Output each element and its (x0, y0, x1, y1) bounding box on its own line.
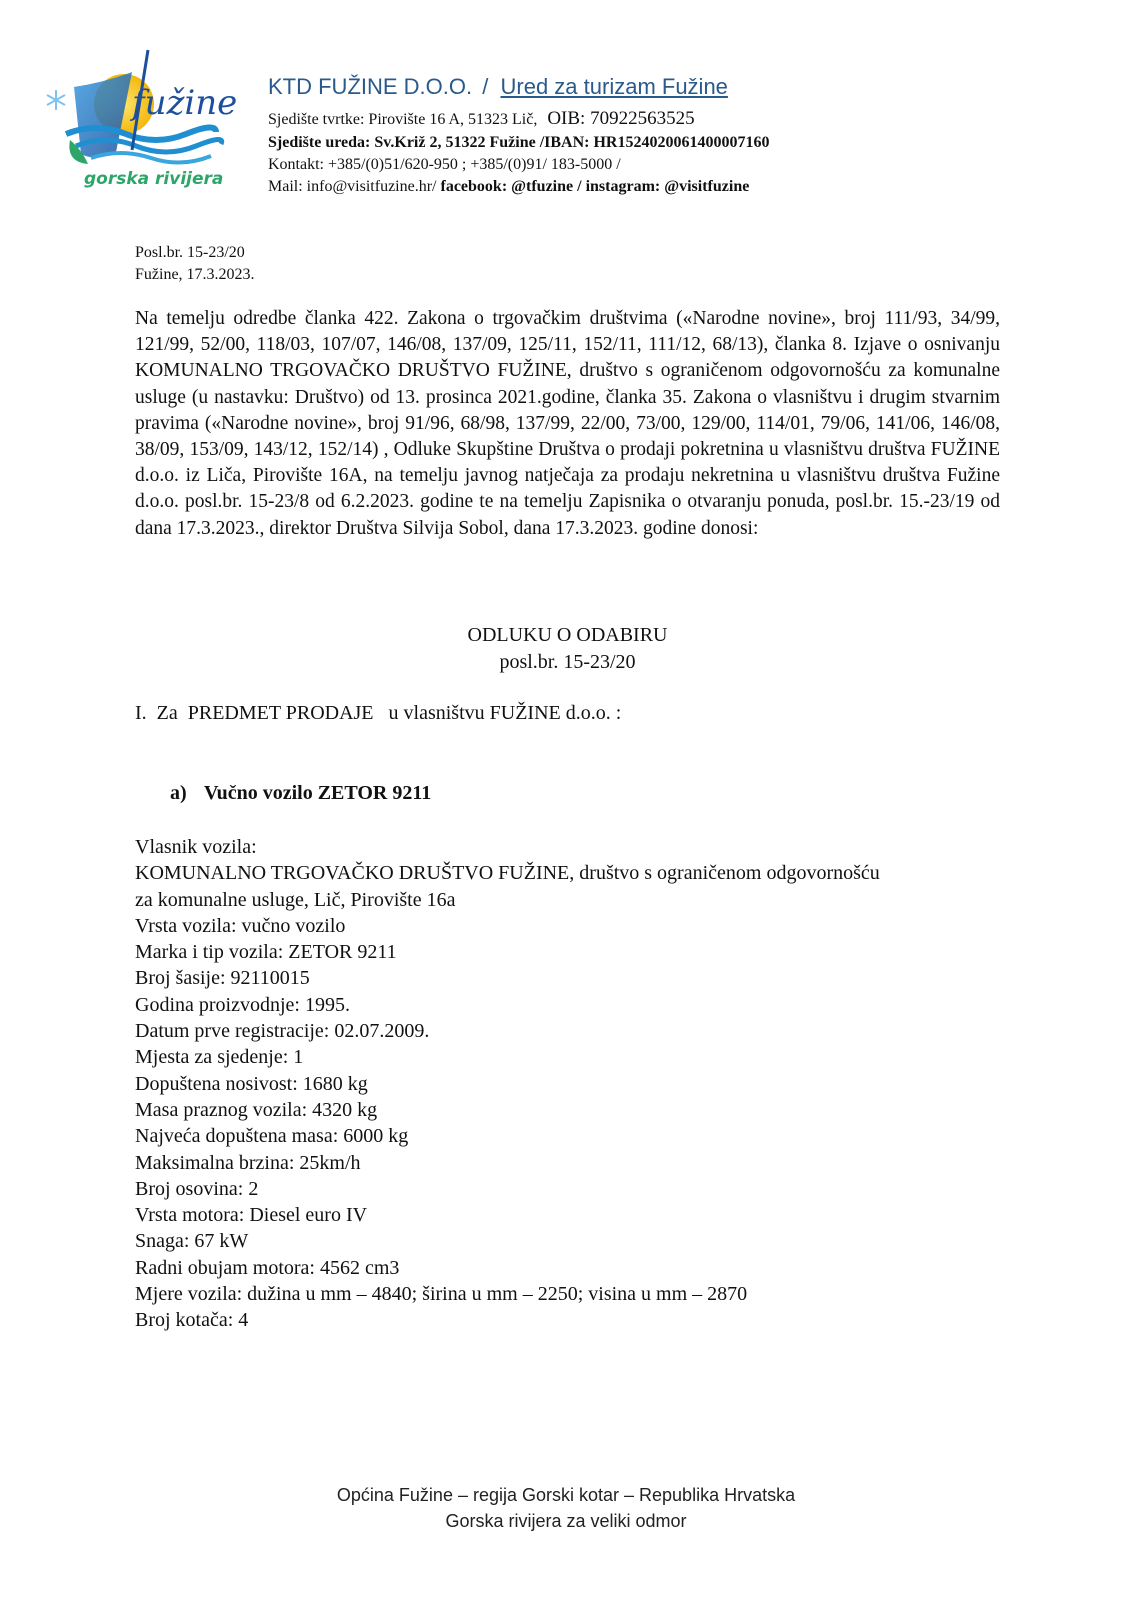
spec-line: Najveća dopuštena masa: 6000 kg (135, 1125, 409, 1148)
social-handles: facebook: @tfuzine / instagram: @visitfuzine (440, 178, 750, 195)
spec-line: Masa praznog vozila: 4320 kg (135, 1098, 378, 1121)
spec-line: Radni obujam motora: 4562 cm3 (135, 1256, 400, 1279)
footer-line-2: Gorska rivijera za veliki odmor (445, 1511, 687, 1531)
fuzine-logo (36, 42, 236, 192)
snowflake-icon (47, 90, 65, 110)
item-title: Vučno vozilo ZETOR 9211 (204, 782, 432, 804)
mail-address: Mail: info@visitfuzine.hr/ (268, 178, 437, 195)
preamble-paragraph: Na temelju odredbe članka 422. Zakona o trgovačkim društvima («Narodne novine», broj 111/93, 34/99, 121/99, 52/00, 118/03, 107/07, 146/08, 137/09, 125/11, 152/11, 111/12, 68/13), članka 8. Izjave o osnivanju KOMUNALNO TRGOVAČKO DRUŠTVO FUŽINE, društvo s ograničenom odgovornošću za komunalne usluge (u nastavku: Društvo) od 13. prosinca 2021.godine, članka 35. Zakona o vlasništvu i drugim stvarnim pravima («Narodne novine», broj 91/96, 68/98, 137/99, 22/00, 73/00, 129/00, 114/01, 79/06, 141/06, 146/08, 38/09, 153/09, 143/12, 152/14) , Odluke Skupštine Društva o prodaji pokretnina u vlasništvu društva FUŽINE d.o.o. iz Liča, Pirovište 16A, na temelju javnog natječaja za prodaju nekretnina u vlasništvu društva Fužine d.o.o. posl.br. 15-23/8 od 6.2.2023. godine te na temelju Zapisnika o otvaranju ponuda, posl.br. 15.-23/19 od dana 17.3.2023., direktor Društva Silvija Sobol, dana 17.3.2023. godine donosi: (135, 308, 1000, 539)
title-separator: / (482, 74, 489, 99)
mail-social-line (268, 177, 749, 197)
item-marker: a) (170, 782, 187, 804)
company-seat-line (268, 109, 695, 130)
place-and-date: Fužine, 17.3.2023. (135, 266, 255, 283)
spec-line: Broj osovina: 2 (135, 1177, 259, 1200)
item-heading (170, 782, 431, 805)
footer-line-1: Općina Fužine – regija Gorski kotar – Republika Hrvatska (336, 1485, 796, 1505)
spec-line: Maksimalna brzina: 25km/h (135, 1151, 361, 1174)
spec-line: Marka i tip vozila: ZETOR 9211 (135, 941, 397, 964)
letterhead-title (268, 74, 728, 100)
company-seat: Sjedište tvrtke: Pirovište 16 A, 51323 Lič, (268, 111, 538, 128)
spec-line: KOMUNALNO TRGOVAČKO DRUŠTVO FUŽINE, društvo s ograničenom odgovornošću (135, 862, 880, 885)
spec-line: Vrsta vozila: vučno vozilo (135, 914, 346, 937)
spec-line: Datum prve registracije: 02.07.2009. (135, 1020, 430, 1043)
spec-line: Vlasnik vozila: (135, 836, 257, 858)
decision-number: posl.br. 15-23/20 (499, 651, 636, 673)
spec-line: Dopuštena nosivost: 1680 kg (135, 1072, 368, 1095)
spec-line: Snaga: 67 kW (135, 1230, 249, 1253)
spec-line: Mjere vozila: dužina u mm – 4840; širina u mm – 2250; visina u mm – 2870 (135, 1283, 748, 1306)
spec-line: Vrsta motora: Diesel euro IV (135, 1204, 368, 1227)
svg-text:fužine: fužine (132, 83, 236, 123)
spec-line: Broj kotača: 4 (135, 1309, 249, 1332)
tourist-office-link[interactable]: Ured za turizam Fužine (500, 74, 728, 99)
spec-line: Godina proizvodnje: 1995. (135, 993, 350, 1016)
office-seat-line: Sjedište ureda: Sv.Križ 2, 51322 Fužine /IBAN: HR1524020061400007160 (268, 134, 770, 151)
company-name: KTD FUŽINE D.O.O. (268, 74, 473, 99)
section-heading: I. Za PREDMET PRODAJE u vlasništvu FUŽINE d.o.o. : (135, 702, 622, 724)
svg-text:gorska rivijera: gorska rivijera (84, 169, 224, 189)
decision-title: ODLUKU O ODABIRU (467, 624, 668, 646)
spec-line: Mjesta za sjedenje: 1 (135, 1046, 304, 1069)
spec-line: za komunalne usluge, Lič, Pirovište 16a (135, 888, 456, 911)
fuzine-logo-graphic (36, 42, 236, 192)
company-oib: OIB: 70922563525 (547, 108, 695, 129)
vehicle-specs (135, 834, 1015, 1334)
spec-line: Broj šasije: 92110015 (135, 967, 310, 990)
contact-line: Kontakt: +385/(0)51/620-950 ; +385/(0)91/ 183-5000 / (268, 156, 621, 173)
reference-number: Posl.br. 15-23/20 (135, 244, 245, 261)
